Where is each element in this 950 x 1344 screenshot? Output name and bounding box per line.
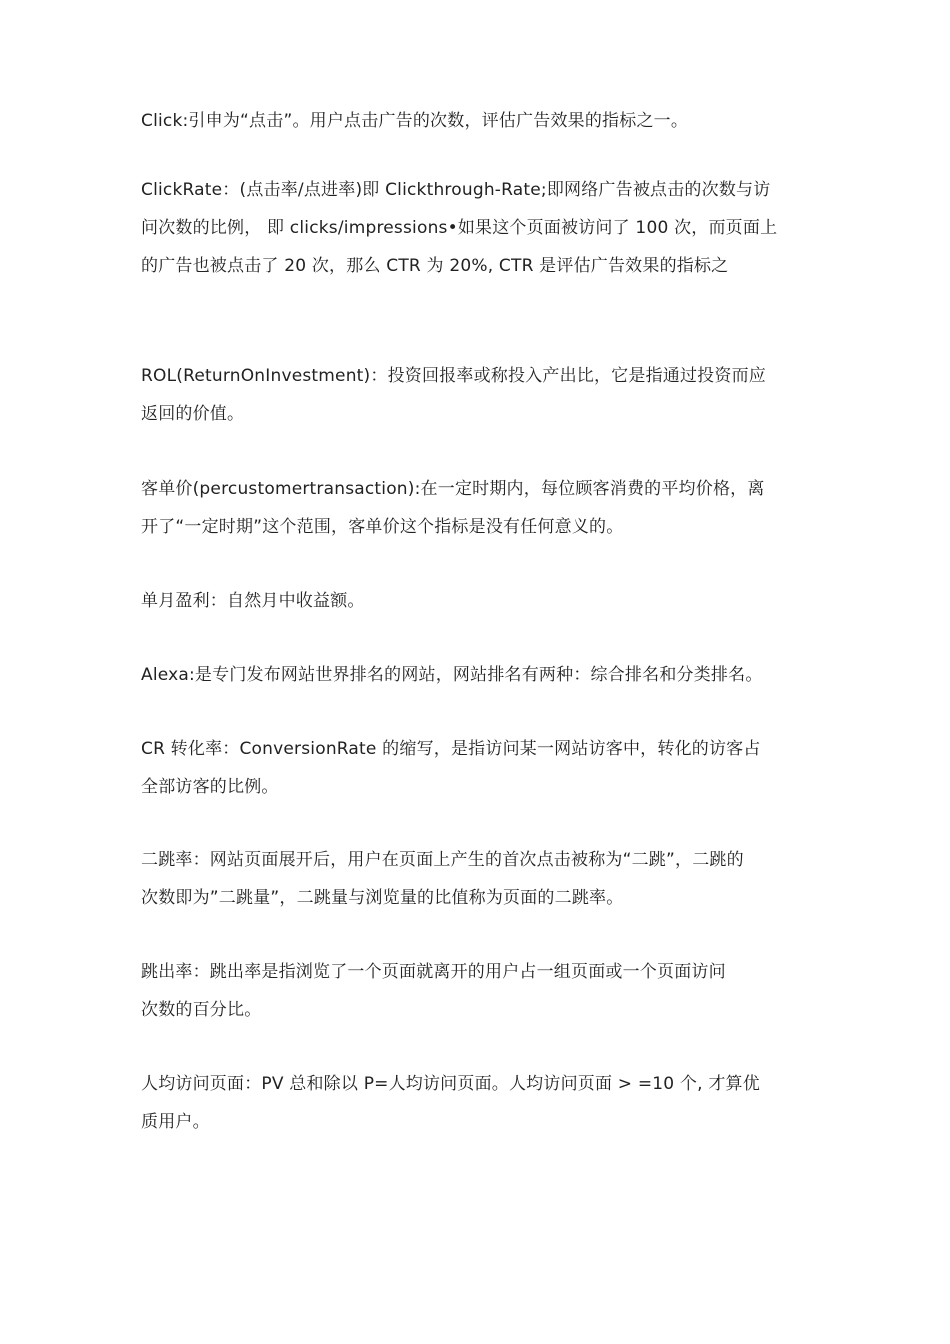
paragraph-roi: ROL(ReturnOnInvestment)：投资回报率或称投入产出比，它是指通过投资而应 返回的价值。 bbox=[141, 366, 766, 424]
paragraph-click: Click:引申为“点击”。用户点击广告的次数，评估广告效果的指标之一。 bbox=[141, 111, 689, 131]
paragraph-conversion-rate: CR 转化率：ConversionRate 的缩写，是指访问某一网站访客中，转化的访客占 全部访客的比例。 bbox=[141, 739, 761, 797]
paragraph-click-rate: ClickRate：(点击率/点进率)即 Clickthrough-Rate;即网络广告被点击的次数与访 问次数的比例， 即 clicks/impressions•如果这个页面被访问了 100 次，而页面上 的广告也被点击了 20 次，那么 CTR 为 20%, CTR 是评估广告效果的指标之 bbox=[141, 180, 778, 276]
paragraph-monthly-profit: 单月盈利：自然月中收益额。 bbox=[141, 591, 365, 611]
paragraph-second-click-rate: 二跳率：网站页面展开后，用户在页面上产生的首次点击被称为“二跳”，二跳的 次数即为”二跳量”，二跳量与浏览量的比值称为页面的二跳率。 bbox=[141, 850, 744, 908]
paragraph-bounce-rate: 跳出率：跳出率是指浏览了一个页面就离开的用户占一组页面或一个页面访问 次数的百分比。 bbox=[141, 962, 726, 1020]
paragraph-alexa: Alexa:是专门发布网站世界排名的网站，网站排名有两种：综合排名和分类排名。 bbox=[141, 665, 763, 685]
paragraph-per-customer-transaction: 客单价(percustomertransaction):在一定时期内，每位顾客消费的平均价格，离 开了“一定时期”这个范围，客单价这个指标是没有任何意义的。 bbox=[141, 479, 765, 537]
paragraph-pages-per-visitor: 人均访问页面：PV 总和除以 P=人均访问页面。人均访问页面 > =10 个, 才算优 质用户。 bbox=[141, 1074, 760, 1132]
